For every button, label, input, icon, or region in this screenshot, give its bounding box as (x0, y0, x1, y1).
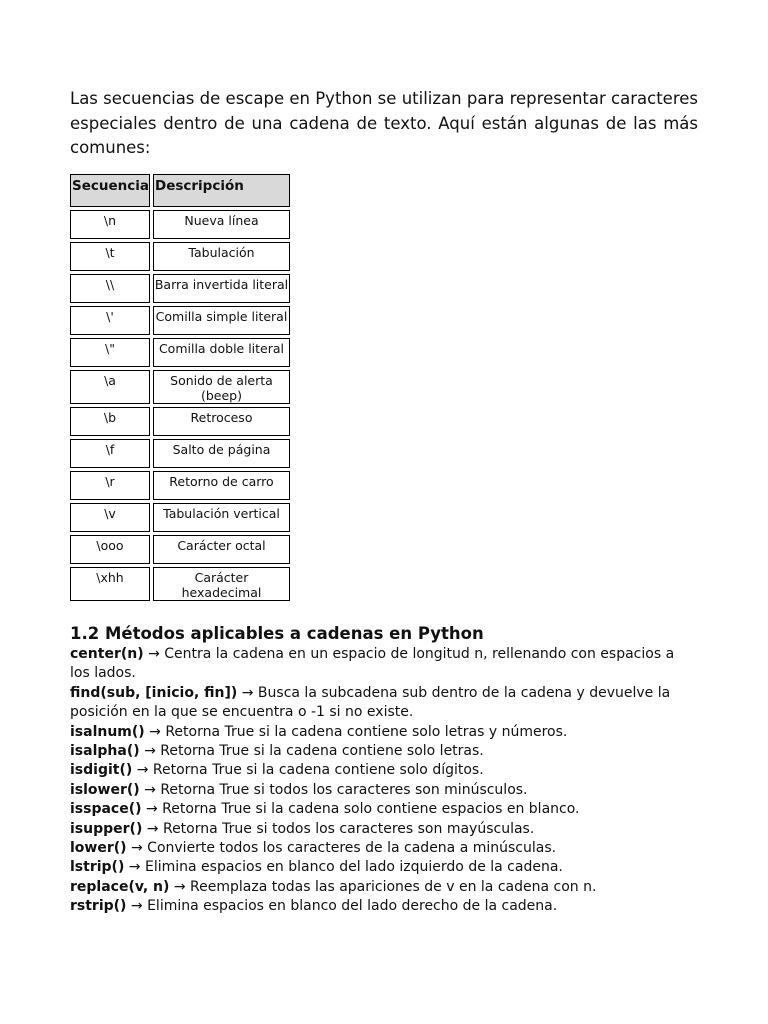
table-row (70, 567, 290, 601)
sequence-cell: \v (70, 503, 150, 532)
method-description: → Reemplaza todas las apariciones de v en la cadena con n. (169, 878, 597, 895)
sequence-cell: \a (70, 370, 150, 404)
sequence-cell: \xhh (70, 567, 150, 601)
description-cell: Barra invertida literal (153, 274, 290, 303)
methods-list (70, 645, 695, 917)
escape-sequences-table (67, 171, 293, 604)
method-description: → Retorna True si la cadena contiene solo letras y números. (144, 723, 568, 740)
table-row (70, 306, 290, 335)
method-name: lstrip() (70, 859, 125, 876)
description-cell: Nueva línea (153, 210, 290, 239)
sequence-cell: \f (70, 439, 150, 468)
sequence-cell: \n (70, 210, 150, 239)
description-cell: Retorno de carro (153, 471, 290, 500)
sequence-cell: \ooo (70, 535, 150, 564)
table-row (70, 274, 290, 303)
method-item (70, 858, 695, 877)
method-item (70, 761, 695, 780)
table-row (70, 370, 290, 404)
sequence-cell: \\ (70, 274, 150, 303)
description-cell: Comilla doble literal (153, 338, 290, 367)
method-name: islower() (70, 781, 140, 798)
method-item (70, 645, 695, 684)
method-item (70, 820, 695, 839)
method-description: → Retorna True si la cadena solo contiene espacios en blanco. (141, 801, 580, 818)
method-name: isalnum() (70, 723, 145, 740)
method-name: isupper() (70, 820, 143, 837)
method-name: lower() (70, 840, 127, 857)
method-item (70, 684, 695, 723)
table-row (70, 439, 290, 468)
description-cell: Carácter octal (153, 535, 290, 564)
section-title: 1.2 Métodos aplicables a cadenas en Python (70, 624, 484, 643)
method-item (70, 800, 695, 819)
sequence-cell: \b (70, 407, 150, 436)
method-name: center(n) (70, 646, 144, 662)
header-sequence: Secuencia (70, 174, 150, 207)
method-name: replace(v, n) (70, 878, 170, 895)
sequence-cell: \" (70, 338, 150, 367)
method-item (70, 723, 695, 742)
sequence-cell: \' (70, 306, 150, 335)
method-item (70, 897, 695, 916)
method-item (70, 878, 695, 897)
description-cell: Carácter hexadecimal (153, 567, 290, 601)
method-name: isalpha() (70, 743, 140, 760)
description-cell: Tabulación vertical (153, 503, 290, 532)
header-description: Descripción (153, 174, 290, 207)
description-cell: Tabulación (153, 242, 290, 271)
method-description: → Convierte todos los caracteres de la cadena a minúsculas. (126, 840, 557, 857)
table-row (70, 535, 290, 564)
method-name: find(sub, [inicio, fin]) (70, 684, 238, 701)
method-name: rstrip() (70, 898, 127, 915)
method-name: isdigit() (70, 762, 133, 779)
description-cell: Sonido de alerta (beep) (153, 370, 290, 404)
method-description: → Retorna True si todos los caracteres son minúsculos. (139, 781, 528, 798)
description-cell: Comilla simple literal (153, 306, 290, 335)
table-row (70, 503, 290, 532)
table-header-row (70, 174, 290, 207)
table-row (70, 338, 290, 367)
table-row (70, 210, 290, 239)
intro-paragraph: Las secuencias de escape en Python se utilizan para representar caracteres especiales dentro de una cadena de texto. Aquí están algunas de las más comunes: (70, 89, 698, 157)
method-description: → Elimina espacios en blanco del lado derecho de la cadena. (126, 898, 558, 915)
sequence-cell: \t (70, 242, 150, 271)
table-row (70, 242, 290, 271)
method-description: → Centra la cadena en un espacio de longitud n, rellenando con espacios a los lados. (70, 646, 675, 682)
table-row (70, 407, 290, 436)
description-cell: Salto de página (153, 439, 290, 468)
table-row (70, 471, 290, 500)
sequence-cell: \r (70, 471, 150, 500)
description-cell: Retroceso (153, 407, 290, 436)
method-name: isspace() (70, 801, 142, 818)
method-item (70, 781, 695, 800)
method-description: → Retorna True si la cadena contiene solo letras. (139, 743, 484, 760)
method-item (70, 839, 695, 858)
method-description: → Retorna True si todos los caracteres son mayúsculas. (142, 820, 535, 837)
method-description: → Busca la subcadena sub dentro de la cadena y devuelve la posición en la que se encuentra o -1 si no existe. (70, 684, 671, 721)
method-item (70, 742, 695, 761)
method-description: → Elimina espacios en blanco del lado izquierdo de la cadena. (124, 859, 563, 876)
method-description: → Retorna True si la cadena contiene solo dígitos. (132, 762, 484, 779)
